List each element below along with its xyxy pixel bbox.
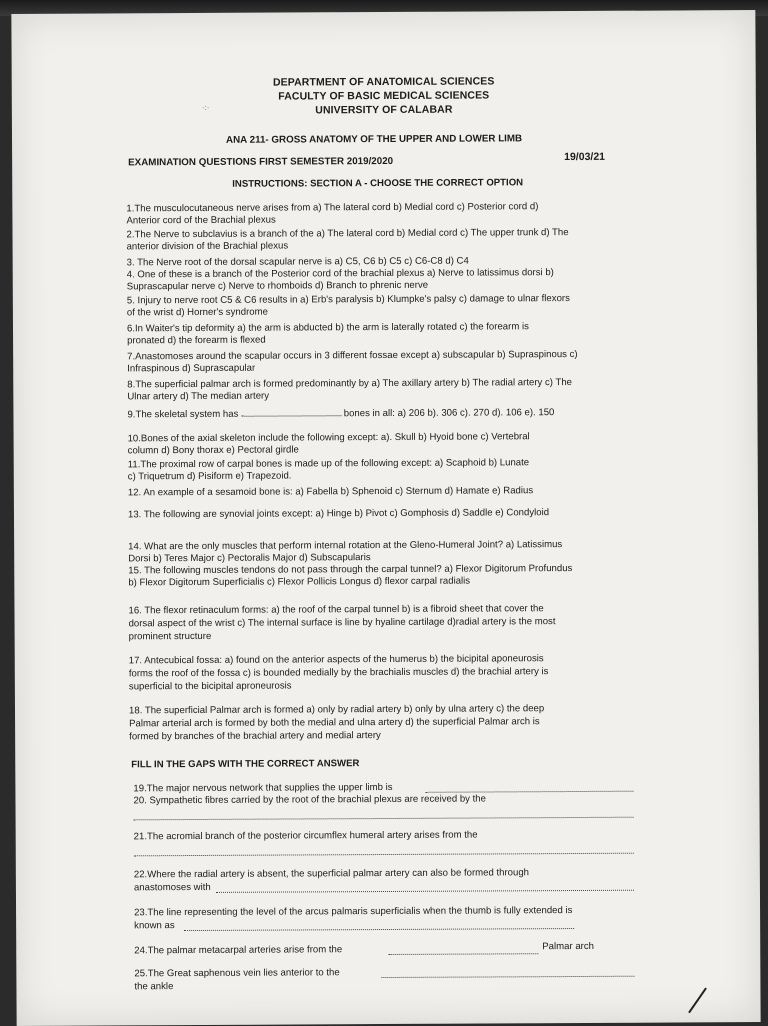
q16-line3: prominent structure	[128, 630, 212, 643]
q15-line2: b) Flexor Digitorum Superficialis c) Flexor Pollicis Longus d) flexor carpal radialis	[128, 575, 471, 589]
q19: 19.The major nervous network that supplies the upper limb is	[133, 781, 393, 795]
q14-line2: Dorsi b) Teres Major c) Pectoralis Major d) Subscapularis	[128, 552, 371, 565]
q16-line1: 16. The flexor retinaculum forms: a) the roof of the carpal tunnel b) is a fibroid sheet that cover the	[128, 603, 544, 617]
q18-line1: 18. The superficial Palmar arch is formed a) only by radial artery b) only by ulna artery c) the deep	[128, 703, 545, 717]
q22-line1: 22.Where the radial artery is absent, the superficial palmar artery can also be formed through	[133, 867, 530, 881]
q13-line1: 13. The following are synovial joints except: a) Hinge b) Pivot c) Gomphosis d) Saddle e) Condyloid	[127, 507, 550, 521]
q2-line1: 2.The Nerve to subclavius is a branch of the a) The lateral cord b) Medial cord c) The upper trunk d) The	[126, 227, 569, 241]
q23-line2: known as	[134, 920, 175, 932]
q17-line3: superficial to the bicipital aproneurosis	[128, 680, 292, 693]
exam-date: 19/03/21	[564, 150, 606, 164]
q3-line1: 3. The Nerve root of the dorsal scapular nerve is a) C5, C6 b) C5 c) C6-C8 d) C4	[126, 255, 469, 269]
q17-line2: forms the roof of the fossa c) is bounded medially by the brachialis muscles d) the brachial artery is	[128, 666, 549, 680]
q10-line1: 10.Bones of the axial skeleton include the following except: a). Skull b) Hyoid bone c) Vertebral	[127, 431, 530, 445]
exam-title: EXAMINATION QUESTIONS FIRST SEMESTER 2019/2020	[128, 155, 394, 169]
q9-blank	[241, 406, 341, 417]
q21: 21.The acromial branch of the posterior circumflex humeral artery arises from the	[133, 829, 478, 843]
q6-line1: 6.In Waiter's tip deformity a) the arm is abducted b) the arm is laterally rotated c) the forearm is	[126, 321, 529, 335]
q18-line3: formed by branches of the brachial artery and medial artery	[129, 730, 381, 743]
q8-line1: 8.The superficial palmar arch is formed predominantly by a) The axillary artery b) The radial artery c) The	[127, 377, 573, 391]
q14-line1: 14. What are the only muscles that perform internal rotation at the Gleno-Humeral Joint? a) Latissimus	[128, 539, 563, 553]
q17-line1: 17. Antecubical fossa: a) found on the anterior aspects of the humerus b) the bicipital aponeurosis	[128, 653, 544, 667]
course-title: ANA 211- GROSS ANATOMY OF THE UPPER AND LOWER LIMB	[225, 133, 523, 146]
department-title: DEPARTMENT OF ANATOMICAL SCIENCES	[272, 75, 495, 89]
q18-line2: Palmar arterial arch is formed by both the medial and ulna artery d) the superficial Palmar arch is	[129, 716, 540, 730]
q10-line2: column d) Bony thorax e) Pectoral girdle	[127, 444, 299, 457]
q16-line2: dorsal aspect of the wrist c) The internal surface is line by hyaline cartilage d)radial artery is the most	[128, 616, 556, 630]
q4-line2: Suprascapular nerve c) Nerve to rhomboids d) Branch to phrenic nerve	[126, 279, 429, 293]
q1-line2: Anterior cord of the Brachial plexus	[126, 214, 276, 227]
q20: 20. Sympathetic fibres carried by the root of the brachial plexus are received by the	[133, 793, 487, 807]
q24-text: 24.The palmar metacarpal arteries arise from the	[134, 944, 343, 957]
q22-line2: anastomoses with	[133, 881, 211, 894]
exam-page	[11, 10, 760, 1026]
q19-blank	[425, 791, 633, 793]
q2-line2: anterior division of the Brachial plexus	[126, 240, 289, 253]
q24-blank	[388, 953, 538, 955]
q9-line1	[127, 405, 554, 421]
q11-line2: c) Triquetrum d) Pisiform e) Trapezoid.	[127, 470, 292, 483]
q8-line2: Ulnar artery d) The median artery	[127, 390, 270, 403]
q25-blank	[381, 976, 634, 978]
q9-text-a: 9.The skeletal system has	[127, 408, 239, 421]
faculty-title: FACULTY OF BASIC MEDICAL SCIENCES	[278, 89, 490, 103]
section-b-title: FILL IN THE GAPS WITH THE CORRECT ANSWER	[131, 758, 360, 771]
q11-line1: 11.The proximal row of carpal bones is made up of the following except: a) Scaphoid b) Lunate	[127, 457, 530, 471]
q12-line1: 12. An example of a sesamoid bone is: a) Fabella b) Sphenoid c) Sternum d) Hamate e) Radius	[127, 485, 534, 499]
q9-text-b: bones in all: a) 206 b). 306 c). 270 d). 106 e). 150	[343, 407, 555, 420]
q25-line2: the ankle	[134, 981, 174, 993]
q22-blank	[216, 890, 634, 893]
q25-line1: 25.The Great saphenous vein lies anterior to the	[134, 967, 340, 980]
q4-line1: 4. One of these is a branch of the Posterior cord of the brachial plexus a) Nerve to latissimus dorsi b)	[126, 267, 554, 281]
q21-blank	[134, 853, 634, 857]
q23-line1: 23.The line representing the level of the arcus palmaris superficialis when the thumb is fully extended is	[134, 905, 573, 919]
q5-line2: of the wrist d) Horner's syndrome	[126, 306, 268, 319]
q7-line1: 7.Anastomoses around the scapular occurs in 3 different fossae except a) subscapular b) Supraspinous c)	[127, 348, 578, 363]
scan-mark: ·:·	[201, 102, 210, 112]
q23-blank	[184, 928, 574, 931]
instructions: INSTRUCTIONS: SECTION A - CHOOSE THE CORRECT OPTION	[232, 177, 524, 190]
q7-line2: Infraspinous d) Suprascapular	[127, 362, 256, 375]
q15-line1: 15. The following muscles tendons do not pass through the carpal tunnel? a) Flexor Digitorum Profundus	[128, 563, 573, 577]
q6-line2: pronated d) the forearm is flexed	[127, 334, 266, 347]
q24-suffix: Palmar arch	[542, 940, 594, 953]
pen-stroke	[688, 987, 707, 1013]
q5-line1: 5. Injury to nerve root C5 & C6 results in a) Erb's paralysis b) Klumpke's palsy c) damage to ulnar flexors	[126, 293, 570, 307]
q1-line1: 1.The musculocutaneous nerve arises from a) The lateral cord b) Medial cord c) Posterior cord d)	[126, 201, 539, 215]
university-title: UNIVERSITY OF CALABAR	[315, 103, 453, 117]
q20-blank	[134, 817, 634, 821]
